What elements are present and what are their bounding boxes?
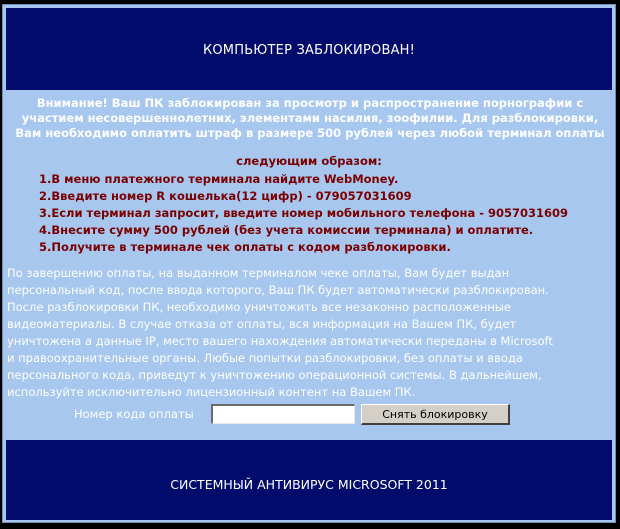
footer-banner xyxy=(6,440,612,520)
info-line: После разблокировки ПК, необходимо уничтожить все незаконно расположенные xyxy=(7,300,511,314)
code-label: Номер кода оплаты xyxy=(74,407,194,421)
unlock-button[interactable]: Снять блокировку xyxy=(361,404,510,425)
footer-title: СИСТЕМНЫЙ АНТИВИРУС MICROSOFT 2011 xyxy=(170,477,448,492)
lock-window xyxy=(2,4,616,523)
header-banner xyxy=(6,8,612,90)
info-line: видеоматериалы. В случае отказа от оплаты, вся информация на Вашем ПК, будет xyxy=(7,317,517,331)
header-title: КОМПЬЮТЕР ЗАБЛОКИРОВАН! xyxy=(202,43,416,58)
payment-step: 5.Получите в терминале чек оплаты с кодом разблокировки. xyxy=(39,240,451,254)
warning-message xyxy=(9,96,611,141)
warning-line: участием несовершеннолетних, элементами насилия, зоофилии. Для разблокировки, xyxy=(21,111,599,125)
instructions-intro: следующим образом: xyxy=(236,154,382,168)
info-line: и правоохранительные органы. Любые попытки разблокировки, без оплаты и ввода xyxy=(7,351,523,365)
info-line: используйте исключительно лицензионный контент на Вашем ПК. xyxy=(7,385,416,399)
warning-line: Внимание! Ваш ПК заблокирован за просмотр и распространение порнографии с xyxy=(36,96,584,110)
info-line: уничтожена а данные IP, место вашего нахождения автоматически переданы в Microsoft xyxy=(7,334,553,348)
payment-code-input[interactable] xyxy=(211,404,355,424)
info-line: персональный код, после ввода которого, Ваш ПК будет автоматически разблокирован. xyxy=(7,283,549,297)
info-line: По завершению оплаты, на выданном терминалом чеке оплаты, Вам будет выдан xyxy=(7,266,510,280)
payment-step: 3.Если терминал запросит, введите номер мобильного телефона - 9057031609 xyxy=(39,206,569,220)
info-line: персонального кода, приведут к уничтожению операционной системы. В дальнейшем, xyxy=(7,368,542,382)
info-message xyxy=(7,265,613,401)
payment-step: 4.Внесите сумму 500 рублей (без учета комиссии терминала) и оплатите. xyxy=(39,223,534,237)
payment-step: 1.В меню платежного терминала найдите WebMoney. xyxy=(39,172,399,186)
unlock-code-form xyxy=(3,403,615,429)
payment-step: 2.Введите номер R кошелька(12 цифр) - 079057031609 xyxy=(39,189,412,203)
warning-line: Вам необходимо оплатить штраф в размере 500 рублей через любой терминал оплаты xyxy=(15,126,605,140)
payment-steps-list xyxy=(39,171,609,256)
